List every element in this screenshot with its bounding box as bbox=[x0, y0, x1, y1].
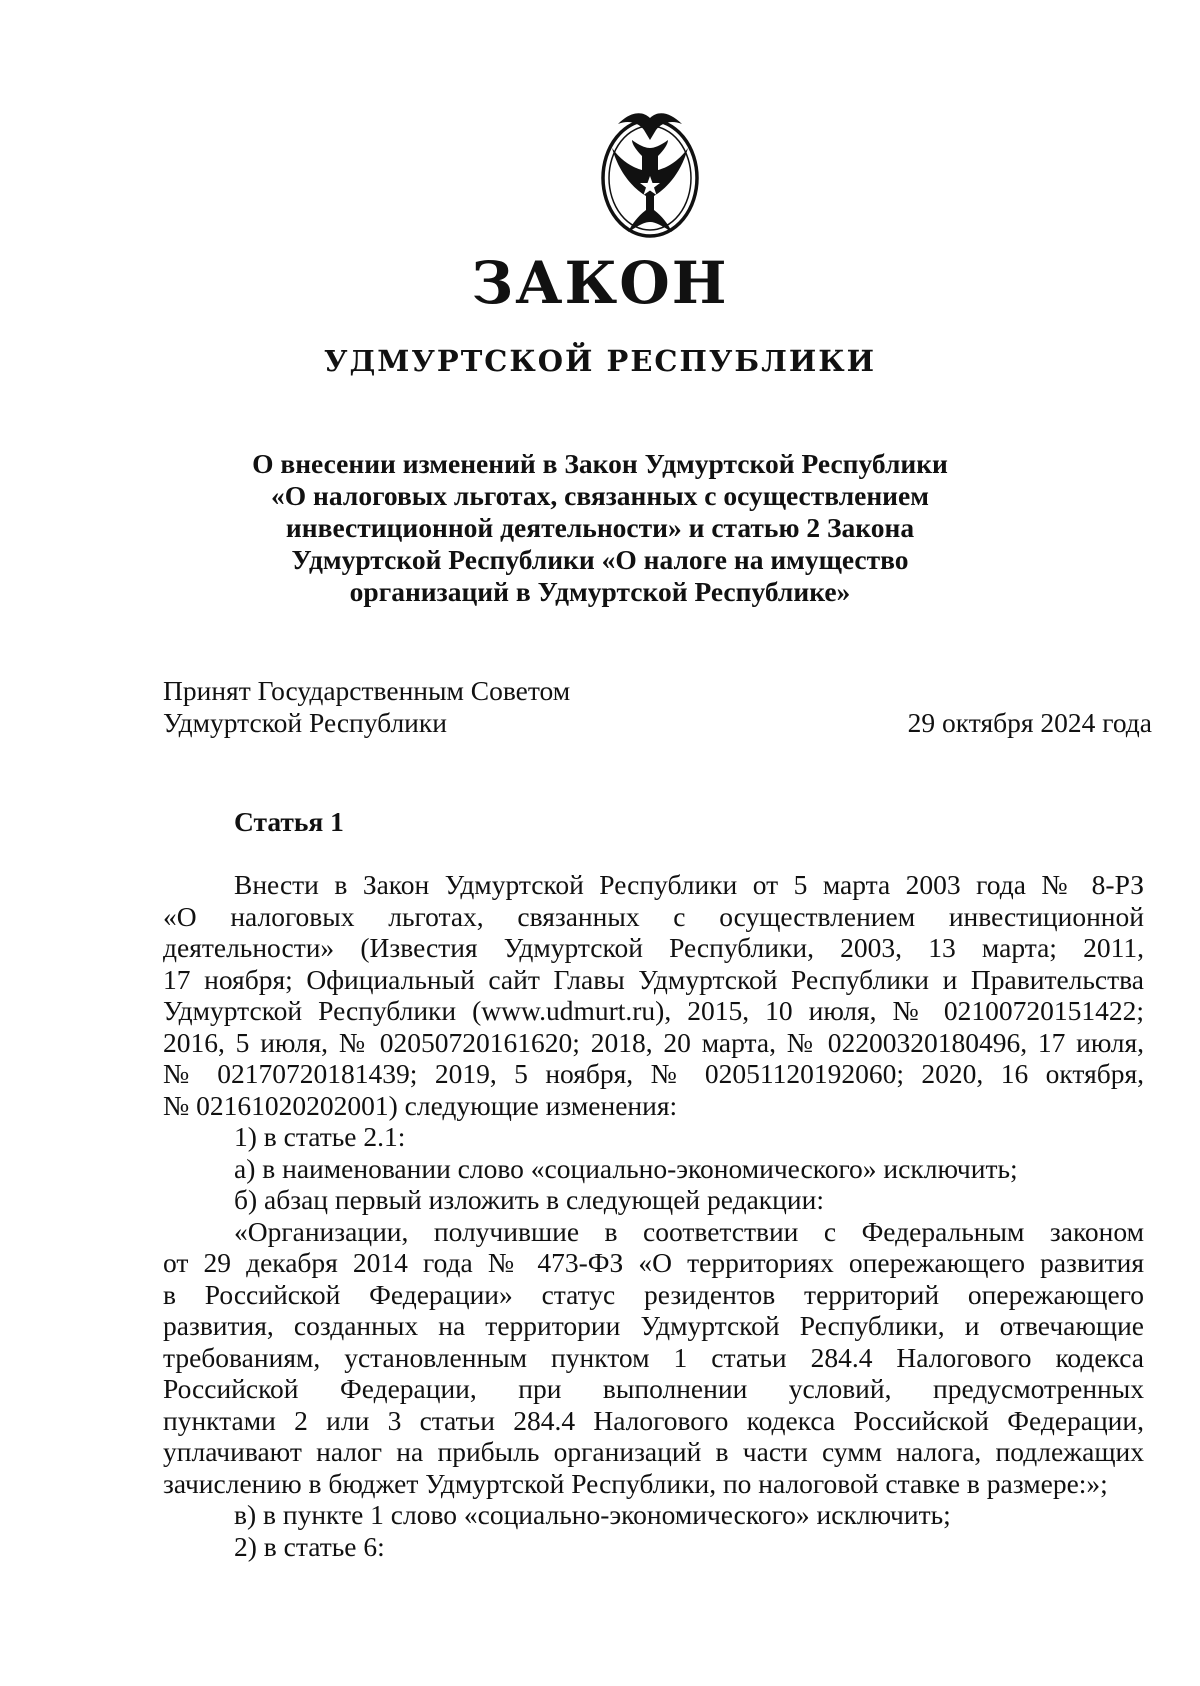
body-line: требованиям, установленным пунктом 1 статьи 284.4 Налогового кодекса bbox=[163, 1341, 1144, 1373]
udmurt-coat-of-arms-icon bbox=[598, 106, 702, 242]
body-line: Российской Федерации, при выполнении условий, предусмотренных bbox=[163, 1373, 1144, 1404]
body-line: б) абзац первый изложить в следующей редакции: bbox=[234, 1184, 824, 1215]
body-line: развития, созданных на территории Удмуртской Республики, и отвечающие bbox=[163, 1310, 1144, 1341]
body-line: зачислению в бюджет Удмуртской Республики, по налоговой ставке в размере:»; bbox=[163, 1467, 1108, 1499]
subject-line: организаций в Удмуртской Республике» bbox=[349, 576, 851, 607]
article-heading: Статья 1 bbox=[234, 806, 344, 837]
adoption-line: Удмуртской Республики bbox=[163, 707, 447, 738]
subject-line: Удмуртской Республики «О налоге на имущество bbox=[291, 544, 909, 575]
body-line: уплачивают налог на прибыль организаций в части сумм налога, подлежащих bbox=[163, 1436, 1144, 1467]
adoption-line: Принят Государственным Советом bbox=[163, 675, 571, 706]
law-subject bbox=[150, 448, 1050, 608]
body-line: № 02170720181439; 2019, 5 ноября, № 02051120192060; 2020, 16 октября, bbox=[163, 1058, 1144, 1089]
body-line: 2) в статье 6: bbox=[234, 1530, 385, 1562]
article-body bbox=[163, 869, 1144, 1562]
body-line: 1) в статье 2.1: bbox=[234, 1121, 406, 1152]
body-line: «О налоговых льготах, связанных с осуществлением инвестиционной bbox=[163, 900, 1144, 932]
body-line: 17 ноября; Официальный сайт Главы Удмуртской Республики и Правительства bbox=[163, 963, 1144, 995]
subject-line: О внесении изменений в Закон Удмуртской Республики bbox=[252, 448, 948, 479]
body-line: 2016, 5 июля, № 02050720161620; 2018, 20 марта, № 02200320180496, 17 июля, bbox=[163, 1026, 1144, 1058]
body-line: пунктами 2 или 3 статьи 284.4 Налогового кодекса Российской Федерации, bbox=[163, 1404, 1144, 1436]
subject-line: инвестиционной деятельности» и статью 2 Закона bbox=[285, 512, 915, 543]
body-line: в) в пункте 1 слово «социально-экономического» исключить; bbox=[234, 1499, 951, 1530]
body-line: а) в наименовании слово «социально-экономического» исключить; bbox=[234, 1152, 1018, 1184]
subject-line: «О налоговых льготах, связанных с осуществлением bbox=[271, 480, 929, 511]
body-line: деятельности» (Известия Удмуртской Республики, 2003, 13 марта; 2011, bbox=[163, 932, 1144, 963]
adoption-date: 29 октября 2024 года bbox=[907, 707, 1152, 738]
adoption-note bbox=[163, 675, 570, 739]
body-line: от 29 декабря 2014 года № 473-ФЗ «О территориях опережающего развития bbox=[163, 1247, 1144, 1278]
body-line: Внести в Закон Удмуртской Республики от 5 марта 2003 года № 8-РЗ bbox=[234, 869, 1144, 900]
document-title: ЗАКОН bbox=[471, 249, 729, 317]
body-line: Удмуртской Республики (www.udmurt.ru), 2015, 10 июля, № 02100720151422; bbox=[163, 995, 1144, 1026]
document-subtitle: УДМУРТСКОЙ РЕСПУБЛИКИ bbox=[323, 344, 877, 378]
body-line: в Российской Федерации» статус резидентов территорий опережающего bbox=[163, 1278, 1144, 1310]
body-line: № 02161020202001) следующие изменения: bbox=[163, 1089, 678, 1121]
body-line: «Организации, получившие в соответствии с Федеральным законом bbox=[234, 1215, 1144, 1247]
